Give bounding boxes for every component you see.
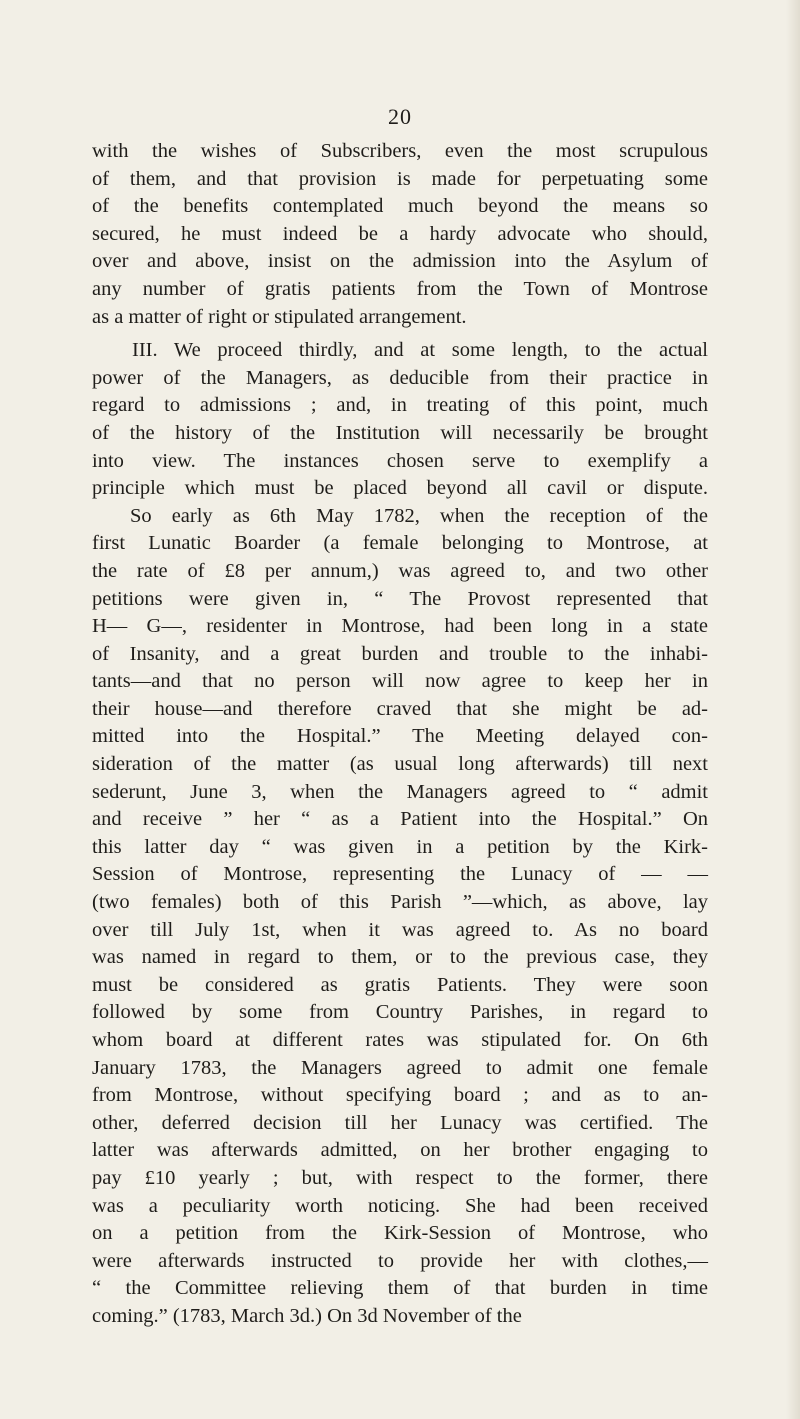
body-text <box>92 138 708 1331</box>
text-line: followed by some from Country Parishes, in regard to <box>92 1001 708 1024</box>
text-line: into view. The instances chosen serve to exemplify a <box>92 449 708 472</box>
text-line: on a petition from the Kirk-Session of Montrose, who <box>92 1222 708 1245</box>
text-line: Session of Montrose, representing the Lunacy of — — <box>92 863 708 886</box>
text-line: first Lunatic Boarder (a female belonging to Montrose, at <box>92 532 708 555</box>
text-line: mitted into the Hospital.” The Meeting delayed con- <box>92 725 708 748</box>
text-line: were afterwards instructed to provide her with clothes,— <box>92 1249 708 1272</box>
text-line: coming.” (1783, March 3d.) On 3d November of the <box>92 1304 522 1327</box>
text-line: regard to admissions ; and, in treating of this point, much <box>92 394 708 417</box>
text-line: was a peculiarity worth noticing. She had been received <box>92 1194 708 1217</box>
text-line: over till July 1st, when it was agreed to. As no board <box>92 918 708 941</box>
text-line: as a matter of right or stipulated arrangement. <box>92 305 467 328</box>
text-line: of Insanity, and a great burden and trouble to the inhabi- <box>92 642 708 665</box>
text-line: of the benefits contemplated much beyond the means so <box>92 195 708 218</box>
text-line: principle which must be placed beyond all cavil or dispute. <box>92 477 708 500</box>
text-line: power of the Managers, as deducible from their practice in <box>92 366 708 389</box>
text-line: sederunt, June 3, when the Managers agreed to “ admit <box>92 780 708 803</box>
text-line: with the wishes of Subscribers, even the most scrupulous <box>92 140 708 162</box>
text-line: other, deferred decision till her Lunacy was certified. The <box>92 1111 708 1134</box>
text-line: any number of gratis patients from the Town of Montrose <box>92 277 708 300</box>
text-line: and receive ” her “ as a Patient into the Hospital.” On <box>92 808 708 831</box>
text-line: So early as 6th May 1782, when the reception of the <box>130 504 708 527</box>
text-line: secured, he must indeed be a hardy advocate who should, <box>92 222 708 245</box>
text-line: tants—and that no person will now agree to keep her in <box>92 670 708 693</box>
text-line: H— G—, residenter in Montrose, had been long in a state <box>92 615 708 638</box>
text-line: from Montrose, without specifying board ; and as to an- <box>92 1084 708 1107</box>
text-line: “ the Committee relieving them of that burden in time <box>92 1277 708 1300</box>
text-line: was named in regard to them, or to the previous case, they <box>92 946 708 969</box>
text-line: latter was afterwards admitted, on her brother engaging to <box>92 1139 708 1162</box>
text-line: must be considered as gratis Patients. They were soon <box>92 973 708 996</box>
text-line: January 1783, the Managers agreed to admit one female <box>92 1056 708 1079</box>
text-line: over and above, insist on the admission into the Asylum of <box>92 250 708 273</box>
text-line: sideration of the matter (as usual long afterwards) till next <box>92 753 708 776</box>
text-line: whom board at different rates was stipulated for. On 6th <box>92 1029 708 1051</box>
text-line: their house—and therefore craved that she might be ad- <box>92 697 708 720</box>
text-line: III. We proceed thirdly, and at some length, to the actual <box>132 339 708 362</box>
text-line: pay £10 yearly ; but, with respect to the former, there <box>92 1166 708 1189</box>
text-line: of them, and that provision is made for perpetuating some <box>92 167 708 190</box>
text-line: this latter day “ was given in a petition by the Kirk- <box>92 835 708 858</box>
text-line: the rate of £8 per annum,) was agreed to, and two other <box>92 559 708 582</box>
page-number: 20 <box>388 104 412 129</box>
text-line: petitions were given in, “ The Provost represented that <box>92 587 708 610</box>
page-edge-shadow <box>786 0 800 1419</box>
text-line: (two females) both of this Parish ”—which, as above, lay <box>92 891 708 914</box>
text-line: of the history of the Institution will necessarily be brought <box>92 421 708 444</box>
